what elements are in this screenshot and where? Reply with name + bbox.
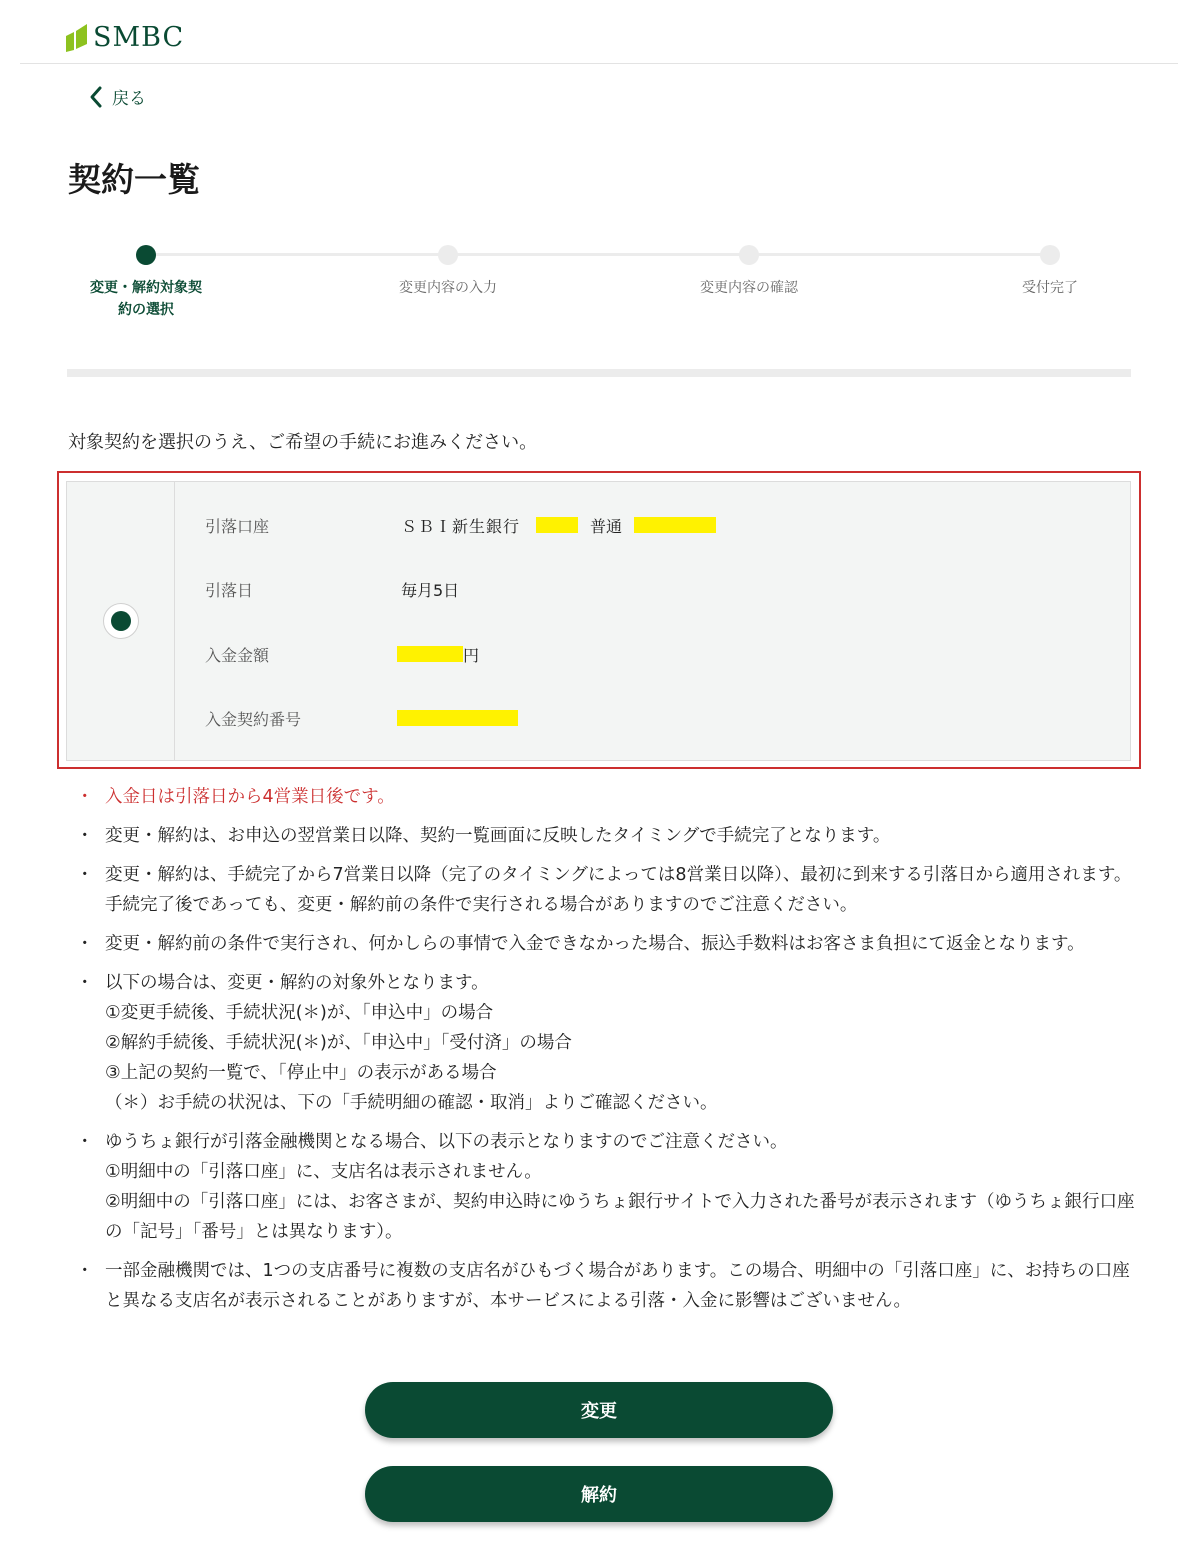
step-select-contract bbox=[46, 240, 246, 321]
note-exclusions: ・ 以下の場合は、変更・解約の対象外となります。 ①変更手続後、手続状況(＊)が、「申込中」の場合 ②解約手続後、手続状況(＊)が、「申込中」「受付済」の場合 ③上記の契約一覧で、「停止中」の表示がある場合 （＊）お手続の状況は、下の「手続明細の確認・取消」よりご確認ください。 bbox=[78, 968, 1138, 1118]
step-dot bbox=[1040, 245, 1060, 265]
step-label: 変更内容の入力 bbox=[399, 280, 497, 296]
step-dot bbox=[438, 245, 458, 265]
cancel-contract-button[interactable]: 解約 bbox=[365, 1466, 833, 1522]
step-input-changes bbox=[348, 240, 548, 299]
stepper-track bbox=[146, 253, 1050, 256]
step-confirm-changes bbox=[649, 240, 849, 299]
account-label: 引落口座 bbox=[205, 516, 270, 536]
back-link-label: 戻る bbox=[112, 89, 146, 109]
amount-label: 入金金額 bbox=[205, 645, 270, 665]
note-yucho-bank: ・ ゆうちょ銀行が引落金融機関となる場合、以下の表示となりますのでご注意ください。 ①明細中の「引落口座」に、支店名は表示されません。 ②明細中の「引落口座」には、お客さまが、契約申込時にゆうちょ銀行サイトで入力された番号が表示されます（ゆうちょ銀行口座の「記号」「番号」とは異なります）。 bbox=[78, 1127, 1138, 1247]
page-title: 契約一覧 bbox=[68, 160, 200, 199]
section-divider bbox=[67, 369, 1131, 377]
redacted-amount bbox=[397, 646, 463, 662]
contract-select-radio[interactable] bbox=[103, 603, 139, 639]
debit-day-value: 毎月5日 bbox=[401, 580, 460, 600]
contract-card[interactable] bbox=[66, 481, 1131, 761]
note-transfer-fee: ・ 変更・解約前の条件で実行され、何かしらの事情で入金できなかった場合、振込手数料はお客さま負担にて返金となります。 bbox=[78, 929, 1138, 959]
progress-stepper bbox=[0, 240, 1200, 330]
chevron-left-icon bbox=[88, 85, 104, 109]
redacted-account-number bbox=[634, 517, 716, 533]
amount-unit: 円 bbox=[463, 645, 480, 665]
step-complete bbox=[950, 240, 1150, 299]
note-completion-timing: ・ 変更・解約は、お申込の翌営業日以降、契約一覧画面に反映したタイミングで手続完了となります。 bbox=[78, 821, 1138, 851]
account-value bbox=[401, 514, 716, 537]
step-dot-current bbox=[136, 245, 156, 265]
smbc-logo-mark-icon bbox=[66, 24, 88, 52]
note-effective-date: ・ 変更・解約は、手続完了から7営業日以降（完了のタイミングによっては8営業日以降）、最初に到来する引落日から適用されます。手続完了後であっても、変更・解約前の条件で実行される場合がありますのでご注意ください。 bbox=[78, 860, 1138, 920]
account-type: 普通 bbox=[590, 516, 623, 536]
smbc-logo[interactable] bbox=[66, 24, 184, 52]
note-deposit-date: ・ 入金日は引落日から4営業日後です。 bbox=[78, 782, 1138, 812]
change-button[interactable]: 変更 bbox=[365, 1382, 833, 1438]
amount-value bbox=[397, 643, 479, 666]
bank-name: ＳＢＩ新生銀行 bbox=[401, 516, 521, 536]
detail-row-account bbox=[205, 510, 716, 540]
site-header bbox=[20, 0, 1178, 64]
logo-text: SMBC bbox=[93, 22, 185, 53]
step-dot bbox=[739, 245, 759, 265]
contract-number-value bbox=[397, 710, 518, 726]
instruction-text: 対象契約を選択のうえ、ご希望の手続にお進みください。 bbox=[68, 432, 538, 453]
detail-row-amount bbox=[205, 639, 479, 669]
radio-column bbox=[67, 482, 175, 760]
detail-row-debit-day bbox=[205, 574, 459, 604]
note-branch-names: ・ 一部金融機関では、1つの支店番号に複数の支店名がひもづく場合があります。この場合、明細中の「引落口座」に、お持ちの口座と異なる支店名が表示されることがありますが、本サービスによる引落・入金に影響はございません。 bbox=[78, 1256, 1138, 1316]
contract-number-label: 入金契約番号 bbox=[205, 709, 302, 729]
redacted-contract-number bbox=[397, 710, 518, 726]
step-label: 変更内容の確認 bbox=[700, 280, 798, 296]
notes-list bbox=[78, 782, 1138, 1325]
radio-selected-dot bbox=[111, 611, 131, 631]
back-link[interactable] bbox=[88, 84, 146, 109]
debit-day-label: 引落日 bbox=[205, 580, 254, 600]
step-label: 受付完了 bbox=[1022, 280, 1078, 296]
redacted-branch bbox=[536, 517, 578, 533]
detail-row-contract-number bbox=[205, 703, 518, 733]
step-label: 変更・解約対象契 約の選択 bbox=[90, 280, 202, 318]
